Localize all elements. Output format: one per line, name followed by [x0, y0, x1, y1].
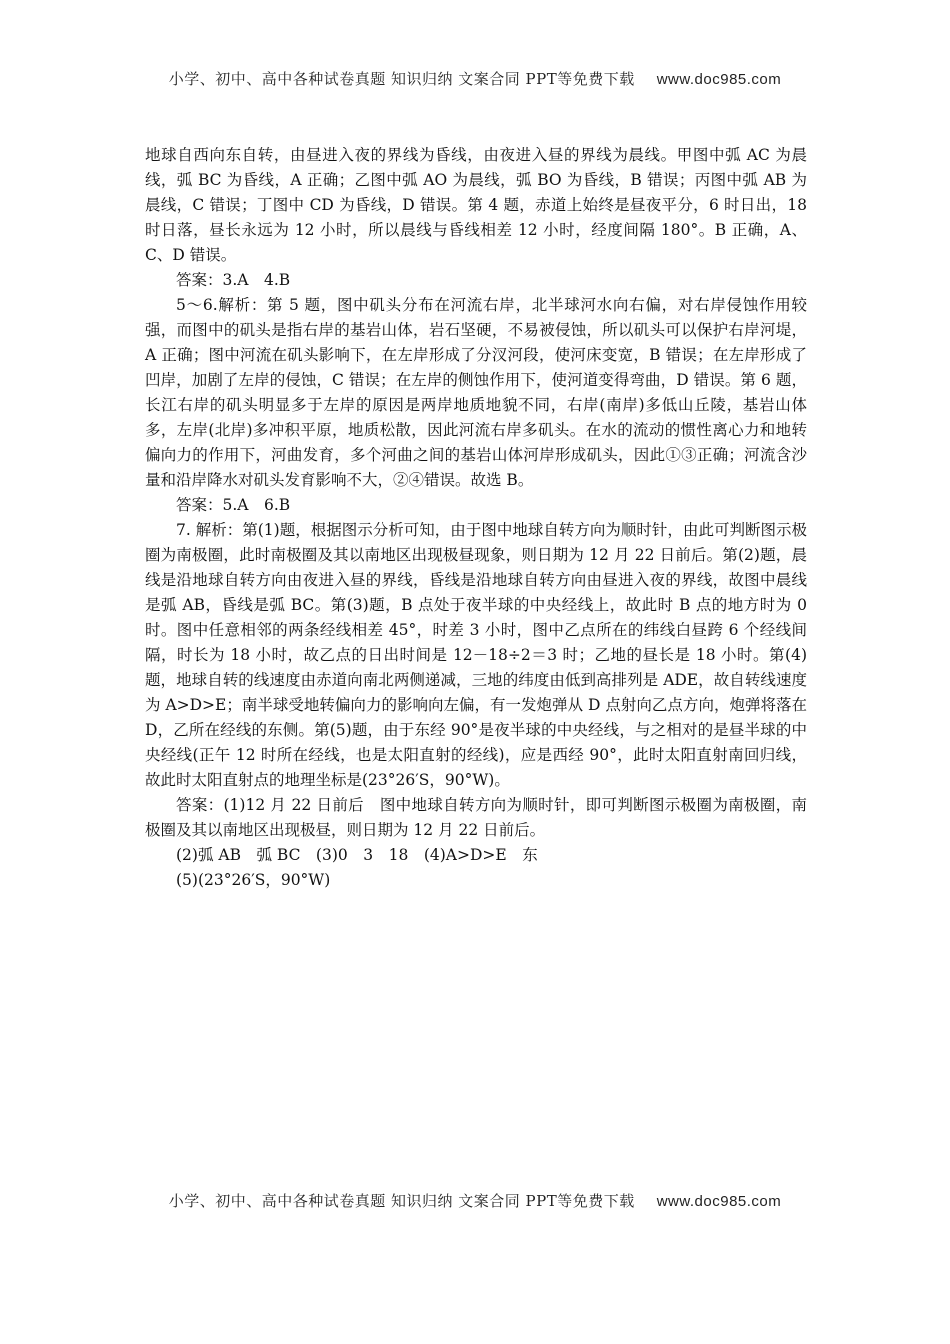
answer-q3-q4: 答案：3.A 4.B	[176, 271, 291, 289]
footer-site-link[interactable]: www.doc985.com	[656, 1193, 782, 1210]
page-footer	[0, 1190, 950, 1211]
answer-q7-part2: (2)弧 AB 弧 BC (3)0 3 18 (4)A>D>E 东	[176, 846, 538, 864]
page-header	[0, 68, 950, 89]
paragraph-q7-explanation: 7. 解析：第(1)题，根据图示分析可知，由于图中地球自转方向为顺时针，由此可判断图示极圈为南极圈，此时南极圈及其以南地区出现极昼现象，则日期为 12 月 22 日前后。第(2)题，晨线是沿地球自转方向由夜进入昼的界线，昏线是沿地球自转方向由昼进入夜的界线，故图中晨线是弧 AB，昏线是弧 BC。第(3)题，B 点处于夜半球的中央经线上，故此时 B 点的地方时为 0 时。图中任意相邻的两条经线相差 45°，时差 3 小时，图中乙点所在的纬线白昼跨 6 个经线间隔，时长为 18 小时，故乙点的日出时间是 12－18÷2＝3 时；乙地的昼长是 18 小时。第(4)题，地球自转的线速度由赤道向南北两侧递减，三地的纬度由低到高排列是 ADE，故自转线速度为 A>D>E；南半球受地转偏向力的影响向左偏，有一发炮弹从 D 点射向乙点方向，炮弹将落在 D，乙所在经线的东侧。第(5)题，由于东经 90°是夜半球的中央经线，与之相对的是昼半球的中央经线(正午 12 时所在经线，也是太阳直射的经线)，应是西经 90°，此时太阳直射南回归线，故此时太阳直射点的地理坐标是(23°26′S，90°W)。	[145, 521, 807, 789]
document-body	[145, 143, 807, 893]
header-site-link[interactable]: www.doc985.com	[656, 71, 782, 88]
paragraph-q5-q6-explanation: 5～6.解析：第 5 题，图中矶头分布在河流右岸，北半球河水向右偏，对右岸侵蚀作用较强，而图中的矶头是指右岸的基岩山体，岩石坚硬，不易被侵蚀，所以矶头可以保护右岸河堤，A 正确；图中河流在矶头影响下，在左岸形成了分汊河段，使河床变宽，B 错误；在左岸形成了凹岸，加剧了左岸的侵蚀，C 错误；在左岸的侧蚀作用下，使河道变得弯曲，D 错误。第 6 题，长江右岸的矶头明显多于左岸的原因是两岸地质地貌不同，右岸(南岸)多低山丘陵，基岩山体多，左岸(北岸)多冲积平原，地质松散，因此河流右岸多矶头。在水的流动的惯性离心力和地转偏向力的作用下，河曲发育，多个河曲之间的基岩山体河岸形成矶头，因此①③正确；河流含沙量和沿岸降水对矶头发育影响不大，②④错误。故选 B。	[145, 296, 807, 489]
header-text: 小学、初中、高中各种试卷真题 知识归纳 文案合同 PPT等免费下载	[168, 70, 635, 88]
footer-text: 小学、初中、高中各种试卷真题 知识归纳 文案合同 PPT等免费下载	[168, 1192, 635, 1210]
paragraph-q3-q4-explanation: 地球自西向东自转，由昼进入夜的界线为昏线，由夜进入昼的界线为晨线。甲图中弧 AC 为晨线，弧 BC 为昏线，A 正确；乙图中弧 AO 为晨线，弧 BO 为昏线，B 错误；丙图中弧 AB 为晨线，C 错误；丁图中 CD 为昏线，D 错误。第 4 题，赤道上始终是昼夜平分，6 时日出，18 时日落，昼长永远为 12 小时，所以晨线与昏线相差 12 小时，经度间隔 180°。B 正确，A、C、D 错误。	[145, 146, 807, 264]
answer-q5-q6: 答案：5.A 6.B	[176, 496, 291, 514]
answer-q7-part3: (5)(23°26′S，90°W)	[176, 871, 331, 889]
answer-q7-part1: 答案：(1)12 月 22 日前后 图中地球自转方向为顺时针，即可判断图示极圈为南极圈，南极圈及其以南地区出现极昼，则日期为 12 月 22 日前后。	[145, 796, 807, 839]
